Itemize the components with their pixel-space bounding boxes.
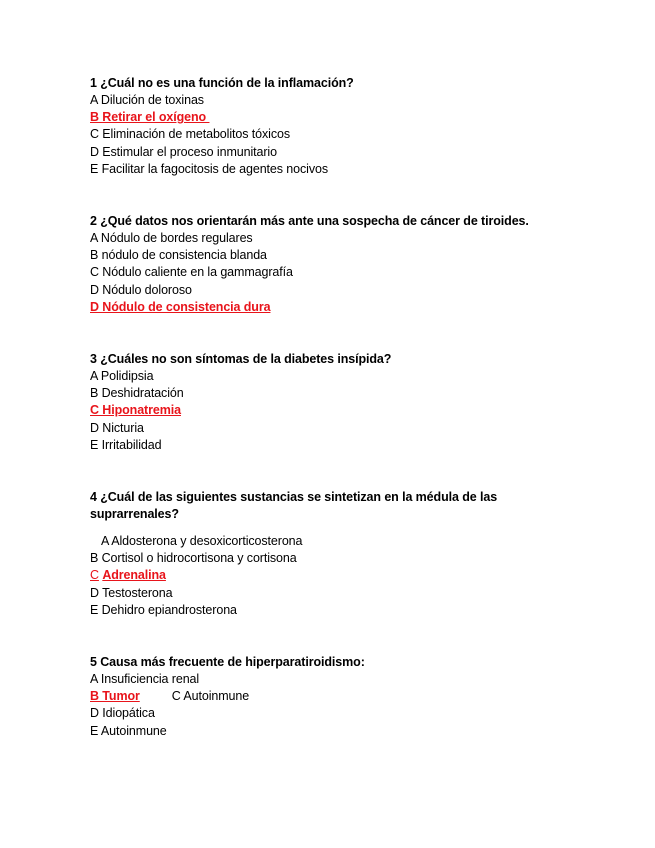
option-b-c-row [90,688,630,705]
option-c-text: Adrenalina [102,568,166,583]
option-b-correct: B Retirar el oxígeno [90,110,210,125]
option-a: A Insuficiencia renal [90,672,200,687]
option-c: C Eliminación de metabolitos tóxicos [90,127,290,142]
option-d: D Estimular el proceso inmunitario [90,144,277,159]
option-e: E Autoinmune [90,723,167,738]
question-title-line-1: 4 ¿Cuál de las siguientes sustancias se sintetizan en la médula de las [90,490,498,505]
option-d: D Testosterona [90,585,173,600]
option-b: B nódulo de consistencia blanda [90,248,267,263]
question-title-line-2: suprarrenales? [90,507,179,522]
option-e: E Facilitar la fagocitosis de agentes nocivos [90,161,328,176]
option-c: C Nódulo caliente en la gammagrafía [90,265,293,280]
option-e: E Dehidro epiandrosterona [90,602,237,617]
question-title-wrap [90,489,630,523]
option-c: C Autoinmune [171,689,250,704]
option-b: B Cortisol o hidrocortisona y cortisona [90,551,297,566]
option-a: A Nódulo de bordes regulares [90,231,253,246]
question-title: 5 Causa más frecuente de hiperparatiroidismo: [90,655,365,670]
option-c-correct [90,567,630,584]
question-5 [90,654,630,740]
question-1 [90,75,630,178]
question-title: 1 ¿Cuál no es una función de la inflamación? [90,76,354,90]
option-a: A Dilución de toxinas [90,93,204,107]
option-c-correct: C Hiponatremia [90,403,181,418]
option-d: D Nicturia [90,420,144,435]
question-title: 2 ¿Qué datos nos orientarán más ante una sospecha de cáncer de tiroides. [90,214,529,229]
option-c-letter: C [90,568,99,583]
option-d: D Nódulo doloroso [90,282,192,297]
option-a: A Polidipsia [90,369,154,384]
option-d2-correct: D Nódulo de consistencia dura [90,299,271,314]
option-b: B Deshidratación [90,386,184,401]
question-2 [90,213,630,316]
option-a: A Aldosterona y desoxicorticosterona [101,534,303,549]
question-3 [90,351,630,454]
question-title: 3 ¿Cuáles no son síntomas de la diabetes insípida? [90,352,392,367]
option-d: D Idiopática [90,706,155,721]
quiz-page [90,75,630,775]
question-4 [90,489,630,619]
option-b-correct: B Tumor [90,689,140,704]
option-e: E Irritabilidad [90,437,162,452]
